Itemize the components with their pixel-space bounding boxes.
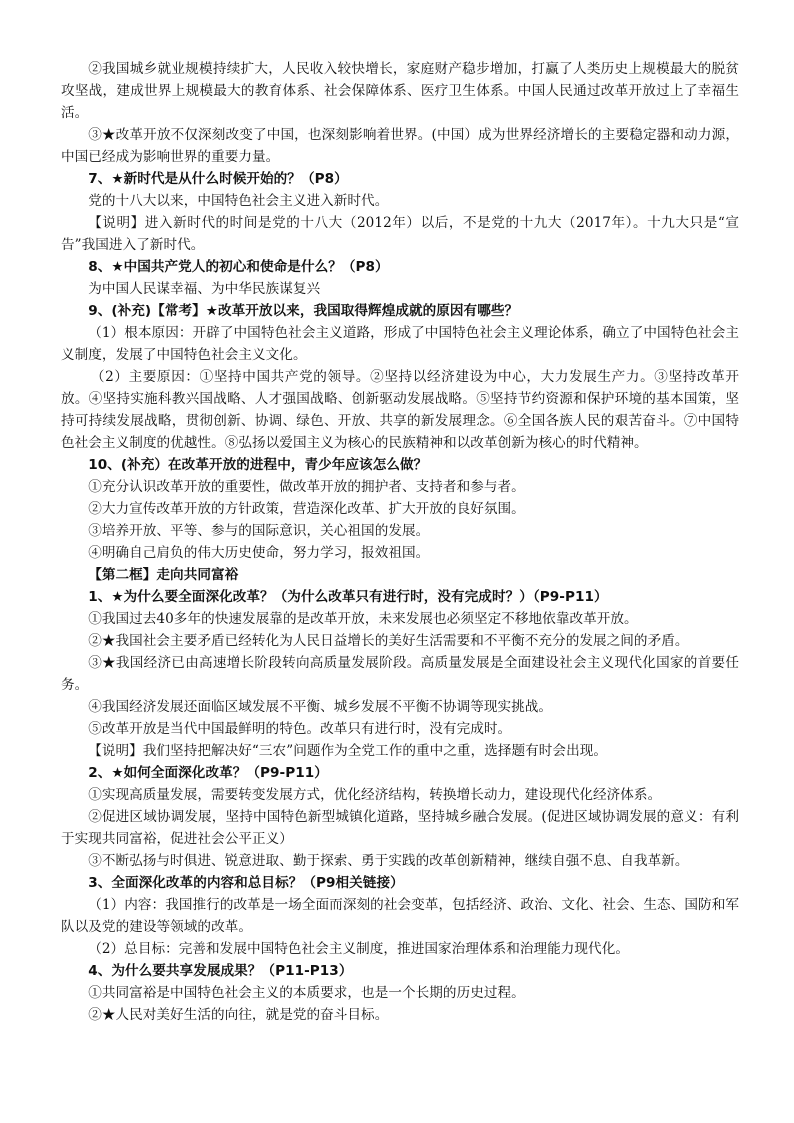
list-item: ③不断弘扬与时俱进、锐意进取、勤于探索、勇于实践的改革创新精神，继续自强不息、自我革新。 bbox=[88, 853, 689, 869]
list-item: ②促进区域协调发展，坚持中国特色新型城镇化道路，坚持城乡融合发展。(促进区域协调发展的意义：有利于实现共同富裕，促进社会公平正义） bbox=[61, 809, 739, 847]
question-heading-8: 8、★中国共产党人的初心和使命是什么？（P8） bbox=[88, 259, 389, 275]
question-heading-3: 3、全面深化改革的内容和总目标？（P9相关链接） bbox=[88, 875, 404, 891]
list-item: ④明确自己肩负的伟大历史使命，努力学习，报效祖国。 bbox=[88, 545, 430, 561]
list-item: ②★我国社会主要矛盾已经转化为人民日益增长的美好生活需要和不平衡不充分的发展之间的矛盾。 bbox=[88, 633, 689, 649]
list-item: ⑤改革开放是当代中国最鲜明的特色。改革只有进行时，没有完成时。 bbox=[88, 721, 512, 737]
question-heading-1: 1、★为什么要全面深化改革？（为什么改革只有进行时，没有完成时？）（P9-P11） bbox=[88, 589, 608, 605]
list-item: ③培养开放、平等、参与的国际意识，关心祖国的发展。 bbox=[88, 523, 430, 539]
question-heading-10: 10、(补充）在改革开放的进程中，青少年应该怎么做？ bbox=[88, 457, 428, 473]
paragraph-achievement-2: ②我国城乡就业规模持续扩大，人民收入较快增长，家庭财产稳步增加，打赢了人类历史上规模最大的脱贫攻坚战，建成世界上规模最大的教育体系、社会保障体系、医疗卫生体系。中国人民通过改革开放过上了幸福生活。 bbox=[61, 61, 739, 121]
main-reasons-paragraph: （2）主要原因：①坚持中国共产党的领导。②坚持以经济建设为中心，大力发展生产力。③坚持改革开放。④坚持实施科教兴国战略、人才强国战略、创新驱动发展战略。⑤坚持节约资源和保护环境的基本国策，坚持可持续发展战略，贯彻创新、协调、绿色、开放、共享的新发展理念。⑥全国各族人民的艰苦奋斗。⑦中国特色社会主义制度的优越性。⑧弘扬以爱国主义为核心的民族精神和以改革创新为核心的时代精神。 bbox=[61, 369, 739, 451]
question-heading-9: 9、(补充)【常考】★改革开放以来，我国取得辉煌成就的原因有哪些？ bbox=[88, 303, 519, 319]
list-item: ①充分认识改革开放的重要性，做改革开放的拥护者、支持者和参与者。 bbox=[88, 479, 525, 495]
fundamental-reason-paragraph: （1）根本原因：开辟了中国特色社会主义道路，形成了中国特色社会主义理论体系，确立了中国特色社会主义制度，发展了中国特色社会主义文化。 bbox=[61, 325, 739, 363]
question-heading-4: 4、为什么要共享发展成果？（P11-P13） bbox=[88, 963, 353, 979]
goal-paragraph: （2）总目标：完善和发展中国特色社会主义制度，推进国家治理体系和治理能力现代化。 bbox=[88, 941, 629, 957]
answer-text: 党的十八大以来，中国特色社会主义进入新时代。 bbox=[88, 193, 389, 209]
paragraph-achievement-3: ③★改革开放不仅深刻改变了中国，也深刻影响着世界。(中国）成为世界经济增长的主要稳定器和动力源，中国已经成为影响世界的重要力量。 bbox=[61, 127, 739, 165]
answer-text: 为中国人民谋幸福、为中华民族谋复兴 bbox=[88, 281, 321, 297]
list-item: ③★我国经济已由高速增长阶段转向高质量发展阶段。高质量发展是全面建设社会主义现代化国家的首要任务。 bbox=[61, 655, 739, 693]
section-heading: 【第二框】走向共同富裕 bbox=[88, 567, 239, 583]
question-heading-2: 2、★如何全面深化改革？（P9-P11） bbox=[88, 765, 328, 781]
document-page bbox=[61, 58, 739, 1026]
list-item: ①我国过去40多年的快速发展靠的是改革开放，未来发展也必须坚定不移地依靠改革开放。 bbox=[88, 611, 638, 627]
content-paragraph: （1）内容：我国推行的改革是一场全面而深刻的社会变革，包括经济、政治、文化、社会、生态、国防和军队以及党的建设等领域的改革。 bbox=[61, 897, 739, 935]
list-item: ①共同富裕是中国特色社会主义的本质要求，也是一个长期的历史过程。 bbox=[88, 985, 525, 1001]
note-paragraph: 【说明】进入新时代的时间是党的十八大（2012年）以后，不是党的十九大（2017年）。十九大只是“宣告”我国进入了新时代。 bbox=[61, 215, 739, 253]
question-heading-7: 7、★新时代是从什么时候开始的？（P8） bbox=[88, 171, 348, 187]
note-paragraph: 【说明】我们坚持把解决好“三农”问题作为全党工作的重中之重，选择题有时会出现。 bbox=[88, 743, 608, 759]
list-item: ②★人民对美好生活的向往，就是党的奋斗目标。 bbox=[88, 1007, 389, 1023]
list-item: ①实现高质量发展，需要转变发展方式，优化经济结构，转换增长动力，建设现代化经济体系。 bbox=[88, 787, 662, 803]
list-item: ④我国经济发展还面临区域发展不平衡、城乡发展不平衡不协调等现实挑战。 bbox=[88, 699, 553, 715]
list-item: ②大力宣传改革开放的方针政策，营造深化改革、扩大开放的良好氛围。 bbox=[88, 501, 525, 517]
